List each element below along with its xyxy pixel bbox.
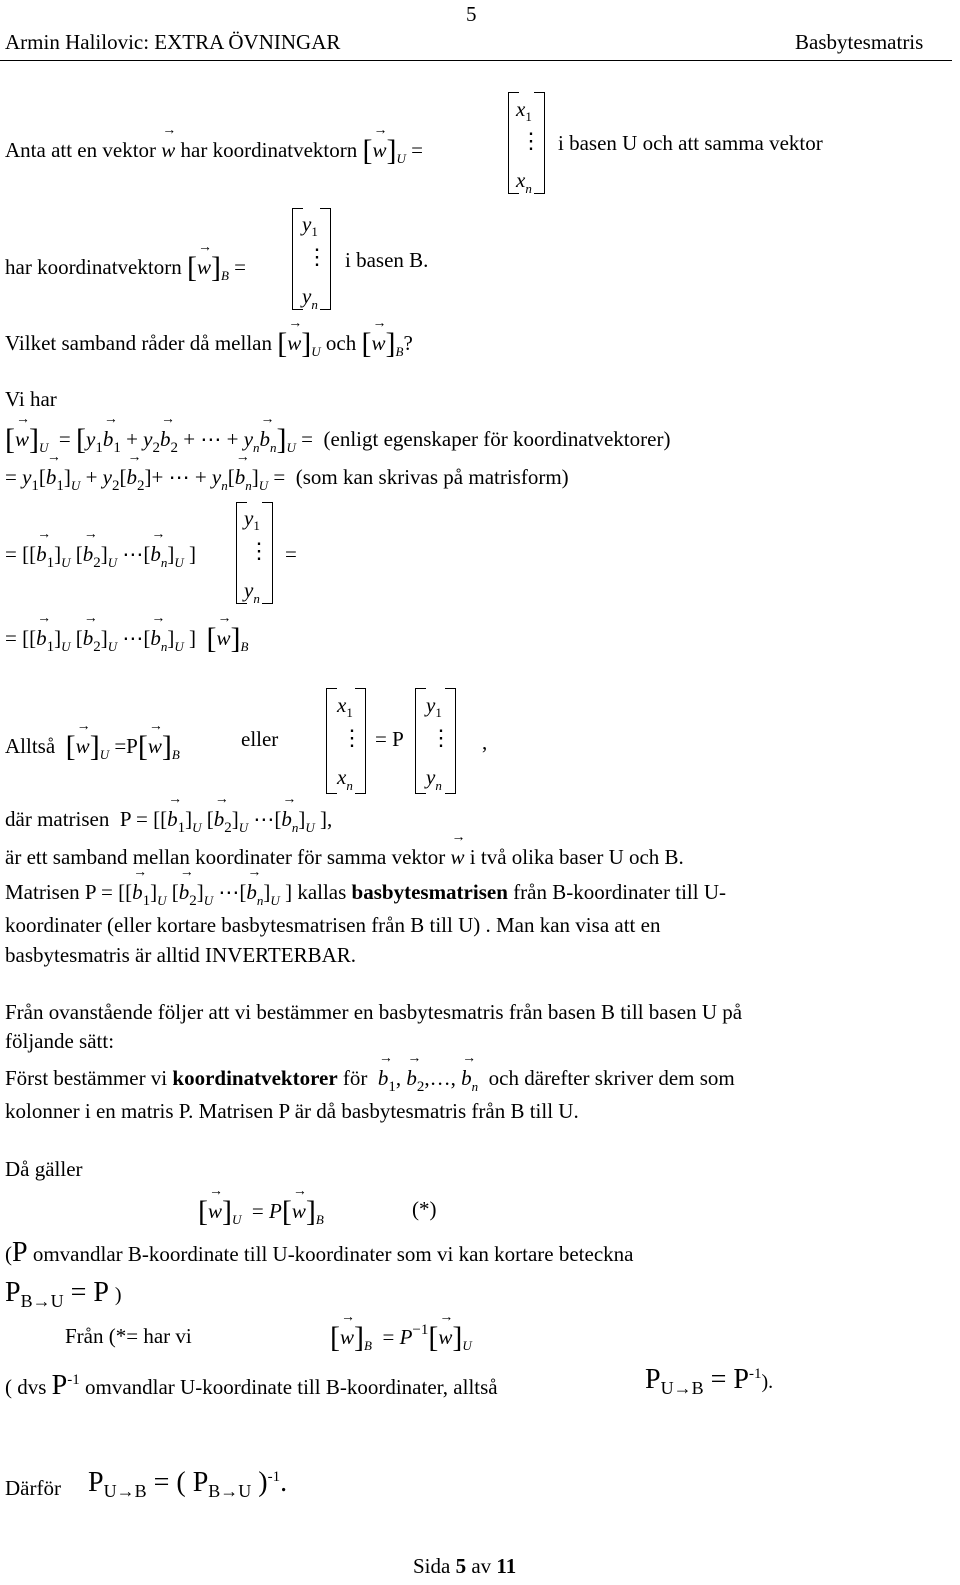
derivation-step4: = [[→ $b_1]_U$ [→ $b_2]_U$ ⋯[→ $b_n]_U$ ] [→ $w]_B$	[5, 619, 248, 654]
x1-c: $x_1$	[337, 693, 353, 720]
eller: eller	[241, 727, 279, 751]
conclusion-line2: koordinater (eller kortare basbytesmatrisen från B till U) . Man kan visa att en	[5, 913, 661, 937]
main-formula: [→ $w]_U = P[\to w]_B$	[198, 1192, 324, 1227]
y1: $y_1$	[302, 212, 318, 239]
intro-line2-a: har koordinatvektorn [→ $w]_B$ =	[5, 248, 246, 283]
darfor-line: Därför	[5, 1476, 61, 1500]
header-rule	[0, 60, 952, 61]
alltsa-line: Alltså [→ $w]_U =P[\to w]_B$	[5, 727, 180, 762]
question: Vilket samband råder då mellan [→ $w]_U$ och [→ $w]_B$?	[5, 324, 413, 359]
vi-har: Vi har	[5, 387, 57, 411]
method-line2: följande sätt:	[5, 1029, 115, 1053]
relation-text: är ett samband mellan koordinater för samma vektor → w i två olika baser U och B.	[5, 845, 684, 869]
vdots-x: ⋮	[520, 128, 542, 153]
star: (*)	[412, 1197, 437, 1221]
dvs-line: ( dvs $P^{-1}$ omvandlar U-koordinate till B-koordinater, alltså	[5, 1370, 498, 1401]
intro-line2-b: i basen B.	[345, 248, 429, 272]
equals-step3: =	[285, 542, 297, 566]
derivation-step2: = $y_1[\to b_1]_U + y_2[\to b_2]+$ ⋯ + $y_n[\to b_n]_U = (som$ kan skrivas på matrisform)	[5, 465, 569, 489]
matrisen-line: Matrisen P = [[→ $b_1]_U$ [→ $b_2]_U$ ⋯[→ $b_n]_U$ ] kallas basbytesmatrisen från B-koordinater till U-	[5, 880, 726, 904]
method-line4: kolonner i en matris P. Matrisen P är då basbytesmatris från B till U.	[5, 1099, 579, 1123]
comma: ,	[482, 730, 488, 754]
x1: $x_1$	[516, 97, 532, 124]
y1-b: $y_1$	[244, 506, 260, 533]
yn-b: $y_n$	[244, 578, 260, 606]
method-line3: Först bestämmer vi koordinatvektorer för → $b_1$, → $b_2,\dots$, → $b_n$ och därefter skriver dem som	[5, 1066, 735, 1090]
xn-c: $x_n$	[337, 765, 353, 793]
omvandlar-line: (P omvandlar B-koordinate till U-koordinater som vi kan kortare beteckna	[5, 1237, 634, 1268]
header-page-number: 5	[466, 2, 477, 26]
dar-matrisen: där matrisen P = [[→ $b_1]_U$ [→ $b_2]_U$ ⋯[→ $b_n]_U$ ],	[5, 807, 332, 831]
vdots-x2: ⋮	[341, 725, 363, 750]
y1-c: $y_1$	[426, 693, 442, 720]
matrix-x2-left	[326, 688, 337, 794]
method-line1: Från ovanstående följer att vi bestämmer en basbytesmatris från basen B till basen U på	[5, 1000, 743, 1024]
p-b-u-def: $P_{B\to U} = P$ )	[5, 1277, 122, 1311]
header-left: Armin Halilovic: EXTRA ÖVNINGAR	[5, 30, 341, 54]
vdots-y: ⋮	[306, 244, 328, 269]
equals-P: = P	[375, 727, 404, 751]
final-formula: $P_{U\to B}$ = ( $P_{B\to U}$ )$^{-1}$.	[88, 1467, 288, 1501]
derivation-step3: = [[→ $b_1]_U$ [→ $b_2]_U$ ⋯[→ $b_n]_U$ ]	[5, 542, 196, 566]
yn: $y_n$	[302, 284, 318, 312]
footer: Sida 5 av 11	[413, 1554, 517, 1578]
fran-star-line: Från (*= har vi	[65, 1324, 192, 1348]
vdots-y3: ⋮	[430, 725, 452, 750]
inverse-formula: [→ $w]_B = P^{-1}[\to w]_U$	[330, 1318, 472, 1353]
p-u-b-def: $P_{U\to B} = P^{-1}$).	[645, 1364, 774, 1398]
conclusion-line3: basbytesmatris är alltid INVERTERBAR.	[5, 943, 357, 967]
vdots-y2: ⋮	[248, 538, 270, 563]
yn-c: $y_n$	[426, 765, 442, 793]
xn: $x_n$	[516, 168, 532, 196]
derivation-step1: [→ $w]_U = [y_1\to b_1 + y_2\to b_2$ + ⋯ + $y_n\to b_n]_U$ = (enligt egenskaper för koordinatvektorer)	[5, 420, 670, 455]
matrix-y3-left	[415, 688, 426, 794]
header-right: Basbytesmatris	[795, 30, 924, 54]
intro-line1-a: Anta att en vektor → w har koordinatvektorn [→ $w]_U$ =	[5, 131, 423, 166]
da-galler: Då gäller	[5, 1157, 83, 1181]
intro-line1-c: i basen U och att samma vektor	[558, 131, 823, 155]
